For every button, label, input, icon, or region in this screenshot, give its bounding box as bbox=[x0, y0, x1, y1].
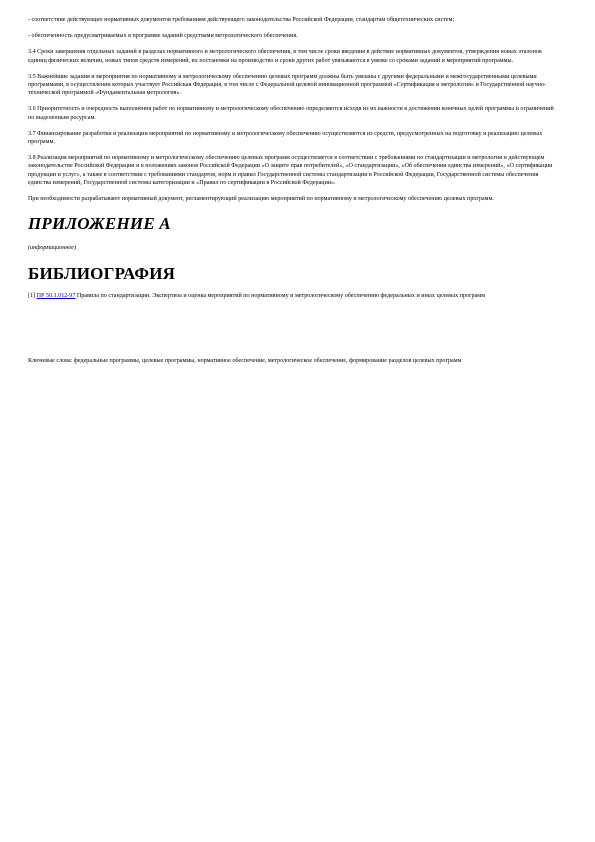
bibliography-entry-number: [1] bbox=[28, 293, 37, 300]
bibliography-link[interactable]: ПР 50.1.012-97 bbox=[36, 293, 76, 300]
appendix-note: (информационное) bbox=[28, 245, 77, 252]
paragraph-requirement-1: - соответствие действующих нормативных документов требованиям действующего законодательства Российской Федерации, стандартам общетехнических систем; bbox=[28, 17, 455, 23]
bibliography-entry-text: Правила по стандартизации. Экспертиза и оценка мероприятий по нормативному и метрологическому обеспечению федеральных и иных целевых программ bbox=[75, 293, 486, 300]
appendix-title: ПРИЛОЖЕНИЕ А bbox=[28, 214, 171, 234]
paragraph-3-5: 3.5 Важнейшие задания и мероприятия по нормативному и метрологическому обеспечению целевых программ должны быть увязаны с другими федеральными и межгосударственными целевыми программами, в осуществлении которых участвует Российская Федерация, в том числе с Федеральной целевой инновационной программой «Сертификация и метрология» и Государственной научно-технической программой «Фундаментальная метрология». bbox=[28, 73, 546, 97]
document-page bbox=[28, 16, 556, 366]
paragraph-3-8: 3.8 Реализация мероприятий по нормативному и метрологическому обеспечению целевых программ осуществляется в соответствии с требованиями по стандартизации и метрологии в действующем законодательстве Российской Федерации и в положениях законов Российской Федерации «О защите прав потребителей», «О стандартизации», «Об обеспечении единства измерений», «О сертификации продукции и услуг», а также в соответствии с требованиями стандартов, норм и правил Государственной системы стандартизации в Российской Федерации, Государственной системы обеспечения единства измерений, Государственной системы категоризации и «Правил по сертификации в Российской Федерации». bbox=[28, 155, 553, 186]
paragraph-normative-document: При необходимости разрабатывают нормативный документ, регламентирующий реализацию мероприятий по нормативному и метрологическому обеспечению целевых программ. bbox=[28, 196, 494, 203]
bibliography-title: БИБЛИОГРАФИЯ bbox=[28, 264, 176, 284]
paragraph-3-7: 3.7 Финансирование разработки и реализации мероприятий по нормативному и метрологическому обеспечению осуществляются из средств, предусмотренных на подготовку и реализацию целевых программ. bbox=[28, 130, 543, 146]
paragraph-3-4: 3.4 Сроки завершения отдельных заданий в разделах нормативного и метрологического обеспечения, в том числе сроки введения в действие нормативных документов, утверждения новых эталонов единиц физических величин, новых типов средств измерений, их постановки на производство и сроки других работ увязываются в увязке со сроками заданий и мероприятий программы. bbox=[28, 49, 542, 64]
bibliography-entry bbox=[28, 292, 556, 300]
keywords: Ключевые слова: федеральные программы, целевые программы, нормативное обеспечение, метрологическое обеспечение, формирование разделов целевых программ bbox=[28, 358, 462, 365]
paragraph-requirement-2: - обеспеченность предусматриваемых в программе заданий средствами метрологического обеспечения. bbox=[28, 33, 298, 40]
paragraph-3-6: 3.6 Приоритетность и очередность выполнения работ по нормативному и метрологическому обеспечению определяются исходя из их важности в достижении конечных целей программы и ограничений по выделенным ресурсам. bbox=[28, 106, 554, 121]
